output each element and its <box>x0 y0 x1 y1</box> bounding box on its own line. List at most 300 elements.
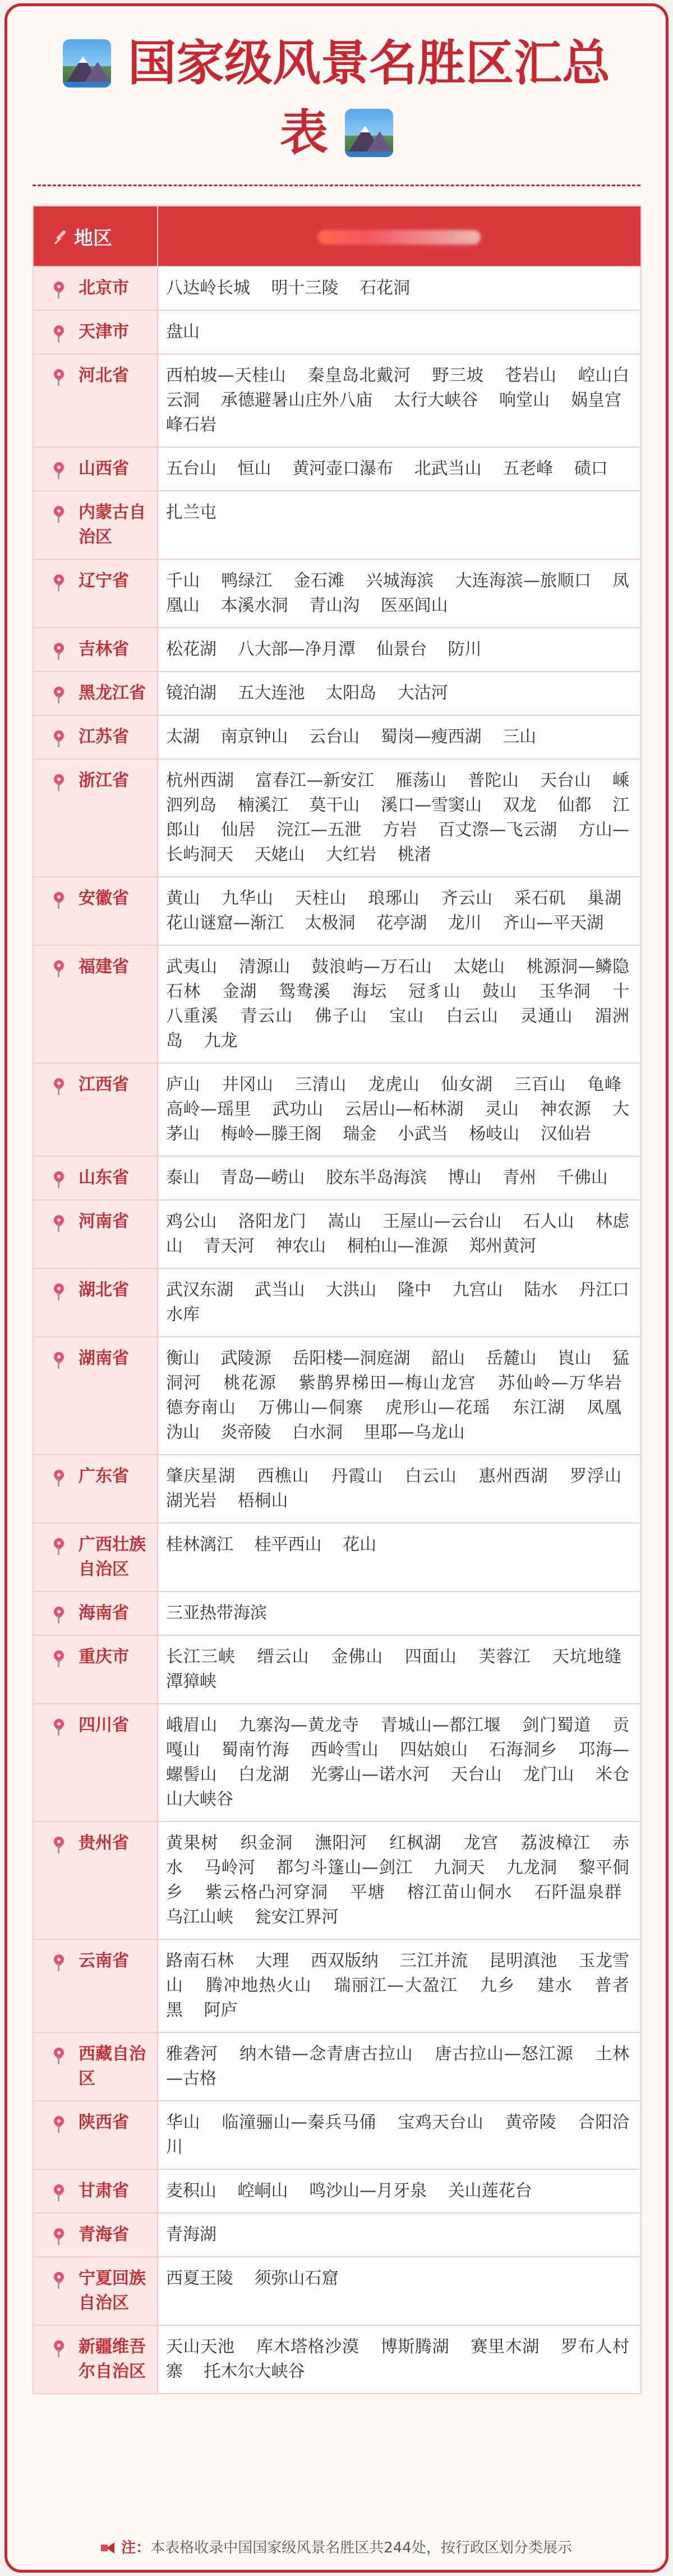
scenic-spot: 西岭雪山 <box>310 1740 379 1760</box>
scenic-spot: 西夏王陵 <box>166 2269 233 2288</box>
province-name: 湖南省 <box>79 1349 129 1368</box>
scenic-spot: 嵊泗列岛 <box>166 771 630 815</box>
province-cell <box>33 1455 158 1523</box>
scenic-spot: 兴城海滨 <box>366 571 434 591</box>
spots-cell <box>158 1337 641 1455</box>
scenic-spot: 金石滩 <box>293 571 345 591</box>
table-row <box>33 1591 641 1635</box>
header-region-label: 地区 <box>74 227 112 250</box>
scenic-spot: 麦积山 <box>166 2181 216 2201</box>
scenic-spot: 花山谜窟—渐江 <box>166 913 284 933</box>
scenic-spot: 九龙 <box>204 1031 238 1051</box>
scenic-spot: 赛里木湖 <box>471 2337 540 2357</box>
footnote <box>7 2536 666 2557</box>
scenic-spot: 八大部—净月潭 <box>237 640 356 659</box>
scenic-spot: 丹霞山 <box>331 1466 384 1486</box>
table-row <box>33 1200 641 1268</box>
scenic-spot: 洛阳龙门 <box>238 1212 307 1231</box>
scenic-spot: 剑门蜀道 <box>522 1715 591 1735</box>
province-cell <box>33 2032 158 2101</box>
scenic-spot: 大理 <box>255 1951 289 1971</box>
scenic-spot: 汉仙岩 <box>540 1124 591 1144</box>
scenic-spot: 马岭河 <box>204 1858 256 1878</box>
scenic-spot: 库木塔格沙漠 <box>256 2337 359 2357</box>
scenic-spot: 石海洞乡 <box>489 1740 557 1760</box>
table-row <box>33 2169 641 2213</box>
scenic-spot: 仙景台 <box>376 640 427 659</box>
scenic-spot: 梧桐山 <box>237 1491 288 1511</box>
scenic-spot: 溪口—雪窦山 <box>381 795 482 815</box>
province-name: 贵州省 <box>79 1833 129 1853</box>
scenic-spot: 清源山 <box>239 957 291 977</box>
scenic-spot: 韶山 <box>431 1349 465 1368</box>
scenic-spot: 双龙 <box>503 795 537 815</box>
scenic-spot: 本溪水洞 <box>220 596 288 615</box>
scenic-spot: 石花洞 <box>359 278 411 298</box>
scenic-spot: 九寨沟—黄龙寺 <box>239 1715 359 1735</box>
scenic-spot: 潕阳河 <box>315 1833 368 1853</box>
scenic-spot: 恒山 <box>237 459 271 479</box>
table-row <box>33 671 641 715</box>
map-pin-stem <box>58 969 59 977</box>
province-cell <box>33 2213 158 2257</box>
map-pin-stem <box>58 1728 59 1736</box>
spots-cell <box>158 559 641 628</box>
scenic-spot: 三百山 <box>514 1075 566 1094</box>
scenic-spot: 关山莲花台 <box>448 2181 532 2201</box>
scenic-spot: 北武当山 <box>414 459 482 479</box>
scenic-spot: 虎形山—花瑶 <box>385 1398 491 1418</box>
table-row <box>33 2213 641 2257</box>
scenic-spot: 梅岭—滕王阁 <box>220 1124 322 1144</box>
scenic-spot: 灵通山 <box>520 1006 573 1026</box>
scenic-spot: 响堂山 <box>499 390 550 410</box>
scenic-spot: 都匀斗篷山—剑江 <box>276 1858 413 1878</box>
scenic-spot: 仙都 <box>557 795 592 815</box>
province-name: 江苏省 <box>79 727 129 747</box>
scenic-spot: 鸣沙山—月牙泉 <box>309 2181 427 2201</box>
scenic-spot: 娲皇宫 <box>570 390 621 410</box>
scenic-spot: 青州 <box>503 1168 537 1188</box>
scenic-spot: 峰石岩 <box>166 415 216 435</box>
map-pin-stem <box>58 583 59 591</box>
scenic-spot: 金湖 <box>222 982 257 1001</box>
province-name: 内蒙古自治区 <box>79 503 146 547</box>
scenic-spot: 九华山 <box>222 889 274 908</box>
scenic-spot: 桐柏山—淮源 <box>347 1236 448 1256</box>
spots-cell <box>158 266 641 310</box>
page-title <box>7 29 666 168</box>
spots-cell <box>158 2169 641 2213</box>
scenic-spot: 井冈山 <box>222 1075 274 1094</box>
scenic-spot: 大沽河 <box>397 683 448 703</box>
scenic-spot: 湄洲岛 <box>166 1006 630 1051</box>
province-cell <box>33 2101 158 2169</box>
scenic-spot: 武夷山 <box>166 957 218 977</box>
scenic-spot: 大红岩 <box>326 845 377 864</box>
scenic-spot: 大连海滨—旅顺口 <box>455 571 592 591</box>
spots-cell <box>158 2101 641 2169</box>
scenic-spot: 九乡 <box>480 1976 515 1995</box>
scenic-spot: 华山 <box>166 2113 201 2132</box>
scenic-spot: 里耶—乌龙山 <box>363 1423 465 1442</box>
scenic-spot: 百丈漈—飞云湖 <box>438 820 557 840</box>
province-name: 宁夏回族自治区 <box>79 2269 146 2313</box>
scenic-spot: 白水洞 <box>292 1423 343 1442</box>
province-cell <box>33 1704 158 1821</box>
province-cell <box>33 559 158 628</box>
scenic-spot: 三清山 <box>294 1075 347 1094</box>
scenic-spot: 云居山—柘林湖 <box>344 1100 464 1119</box>
scenic-spot: 庐山 <box>166 1075 201 1094</box>
scenic-spot: 鸳鸯溪 <box>278 982 331 1001</box>
scenic-spot: 五老峰 <box>503 459 554 479</box>
scenic-spot: 五台山 <box>166 459 216 479</box>
province-name: 河北省 <box>79 366 129 385</box>
table-row <box>33 1939 641 2032</box>
table-row <box>33 2257 641 2325</box>
sparkle-icon <box>318 230 481 245</box>
scenic-spot: 博山 <box>448 1168 482 1188</box>
table-row <box>33 1063 641 1156</box>
spots-cell <box>158 1200 641 1268</box>
scenic-spot: 紫鹊界梯田—梅山龙宫 <box>298 1373 476 1393</box>
province-cell <box>33 877 158 945</box>
scenic-spot: 唐古拉山—怒江源 <box>435 2044 574 2064</box>
map-pin-stem <box>58 2057 59 2064</box>
scenic-spot: 龙虎山 <box>368 1075 420 1094</box>
province-name: 云南省 <box>79 1951 129 1971</box>
scenic-spot: 方山—长屿洞天 <box>166 820 630 864</box>
map-pin-stem <box>58 1659 59 1667</box>
scenic-spot: 桂林漓江 <box>166 1535 233 1554</box>
province-name: 浙江省 <box>79 771 129 790</box>
scenic-spot: 武汉东湖 <box>166 1280 234 1300</box>
province-name: 四川省 <box>79 1715 129 1735</box>
scenic-spot: 郑州黄河 <box>469 1236 537 1256</box>
scenic-spot: 杭州西湖 <box>166 771 234 790</box>
scenic-spot: 太湖 <box>166 727 200 747</box>
scenic-spot: 天姥山 <box>254 845 305 864</box>
scenic-spot: 明十三陵 <box>271 278 339 298</box>
map-pin-stem <box>58 334 59 342</box>
scenic-spot: 贡嘎山 <box>166 1715 629 1760</box>
scenic-spot: 青岛—崂山 <box>220 1168 305 1188</box>
map-pin-stem <box>58 1361 59 1369</box>
scenic-spot: 万佛山—侗寨 <box>258 1398 364 1418</box>
scenic-spot: 浣江—五泄 <box>276 820 362 840</box>
province-name: 吉林省 <box>79 640 129 659</box>
province-cell <box>33 266 158 310</box>
province-name: 广东省 <box>79 1466 129 1486</box>
scenic-spot: 玉龙雪山 <box>166 1951 630 1995</box>
table-row <box>33 2032 641 2101</box>
scenic-spot: 齐云山 <box>441 889 493 908</box>
scenic-spot: 四面山 <box>404 1647 457 1667</box>
scenic-spot: 九洞天 <box>434 1858 485 1878</box>
spots-cell <box>158 1156 641 1200</box>
scenic-spot: 长江三峡 <box>166 1647 236 1667</box>
scenic-spot: 纳木错—念青唐古拉山 <box>239 2044 413 2064</box>
scenic-spot: 黄山 <box>166 889 201 908</box>
scenic-spot: 王屋山—云台山 <box>382 1212 502 1231</box>
table-row <box>33 2325 641 2394</box>
spots-cell <box>158 2032 641 2101</box>
spots-cell <box>158 671 641 715</box>
province-cell <box>33 310 158 354</box>
map-pin-stem <box>58 652 59 660</box>
scenic-spot: 红枫湖 <box>389 1833 442 1853</box>
province-cell <box>33 2169 158 2213</box>
table-row <box>33 877 641 945</box>
map-pin-stem <box>58 515 59 523</box>
scenic-spot: 织金洞 <box>240 1833 293 1853</box>
mountain-lake-icon <box>63 39 111 88</box>
scenic-spot: 金佛山 <box>331 1647 384 1667</box>
scenic-spot: 太极洞 <box>305 913 356 933</box>
scenic-spot: 云台山 <box>309 727 360 747</box>
province-cell <box>33 491 158 559</box>
table-header-row <box>33 206 641 266</box>
scenic-spot: 仙女湖 <box>441 1075 493 1094</box>
scenic-spot: 承德避暑山庄外八庙 <box>220 390 373 410</box>
header-spots <box>158 206 641 266</box>
scenic-spot: 三亚热带海滨 <box>166 1603 267 1623</box>
scenic-spot: 富春江—新安江 <box>255 771 375 790</box>
scenic-spot: 蜀岗—瘦西湖 <box>380 727 482 747</box>
scenic-spot: 大茅山 <box>166 1100 630 1144</box>
title-line1: 国家级风景名胜区汇总 <box>127 35 610 91</box>
map-pin-stem <box>58 1180 59 1188</box>
province-name: 重庆市 <box>79 1647 129 1667</box>
scenic-spot: 林虑山 <box>166 1212 630 1256</box>
province-cell <box>33 1939 158 2032</box>
title-divider <box>33 185 640 186</box>
table-row <box>33 1635 641 1704</box>
scenic-spot: 十八重溪 <box>166 982 630 1026</box>
scenic-spot: 青山沟 <box>309 596 360 615</box>
scenic-spot: 武当山 <box>254 1280 305 1300</box>
scenic-spot: 凤凰 <box>587 1398 622 1418</box>
scenic-spot: 黄河壶口瀑布 <box>292 459 394 479</box>
scenic-spot: 路南石林 <box>166 1951 234 1971</box>
scenic-spot: 苍岩山 <box>505 366 557 385</box>
scenic-spot: 镜泊湖 <box>166 683 216 703</box>
province-name: 青海省 <box>79 2225 129 2244</box>
scenic-spot: 冠豸山 <box>408 982 461 1001</box>
scenic-spot: 桂平西山 <box>254 1535 322 1554</box>
scenic-spot: 花亭湖 <box>376 913 427 933</box>
table-row <box>33 447 641 491</box>
map-pin-stem <box>58 1479 59 1487</box>
scenic-spot: 神农源 <box>540 1100 592 1119</box>
spots-cell <box>158 310 641 354</box>
spots-cell <box>158 1063 641 1156</box>
scenic-spot: 花山 <box>343 1535 377 1554</box>
scenic-spot: 西柏坡—天桂山 <box>166 366 287 385</box>
map-pin-stem <box>58 291 59 298</box>
scenic-spot: 鸭绿江 <box>221 571 273 591</box>
scenic-spot: 白云山 <box>404 1466 457 1486</box>
scenic-spot: 鼓山 <box>482 982 518 1001</box>
province-name: 广西壮族自治区 <box>79 1535 146 1579</box>
scenic-spot: 榕江苗山侗水 <box>407 1883 513 1902</box>
scenic-spot: 灵山 <box>485 1100 519 1119</box>
table-row <box>33 628 641 671</box>
scenic-spot: 三江并流 <box>399 1951 468 1971</box>
map-pin-stem <box>58 901 59 909</box>
scenic-spot: 秦皇岛北戴河 <box>307 366 411 385</box>
scenic-spot: 野三坡 <box>432 366 484 385</box>
scenic-spot: 隆中 <box>398 1280 432 1300</box>
scenic-spot: 乌江山峡 <box>166 1907 233 1927</box>
province-cell <box>33 1591 158 1635</box>
table-row <box>33 1704 641 1821</box>
scenic-spot: 大洪山 <box>326 1280 377 1300</box>
province-cell <box>33 354 158 447</box>
scenic-spot: 鸡公山 <box>166 1212 217 1231</box>
scenic-spot: 青天河 <box>204 1236 255 1256</box>
scenic-spot: 普者黑 <box>166 1976 630 2020</box>
scenic-spot: 白龙湖 <box>238 1765 289 1784</box>
map-pin-stem <box>58 739 59 747</box>
scenic-spot: 西双版纳 <box>310 1951 379 1971</box>
scenic-spot: 湖光岩 <box>166 1491 216 1511</box>
province-cell <box>33 671 158 715</box>
scenic-spot: 缙云山 <box>257 1647 310 1667</box>
spots-cell <box>158 354 641 447</box>
province-cell <box>33 447 158 491</box>
scenic-spot: 苏仙岭—万华岩 <box>498 1373 622 1393</box>
table-row <box>33 759 641 877</box>
scenic-spot: 佛子山 <box>315 1006 368 1026</box>
scenic-spot: 岳阳楼—洞庭湖 <box>292 1349 411 1368</box>
map-pin-stem <box>58 471 59 479</box>
scenic-spot: 猛洞河 <box>166 1349 630 1393</box>
scenic-spot: 采石矶 <box>514 889 566 908</box>
scenic-spot: 千山 <box>166 571 200 591</box>
scenic-spot: 阿庐 <box>204 2000 238 2020</box>
scenic-spot: 石阡温泉群 <box>534 1883 622 1902</box>
province-cell <box>33 2257 158 2325</box>
scenic-spot: 紫云格凸河穿洞 <box>205 1883 329 1902</box>
province-name: 新疆维吾尔自治区 <box>79 2337 146 2381</box>
scenic-spot: 青云山 <box>240 1006 293 1026</box>
pushpin-icon <box>54 232 68 247</box>
province-cell <box>33 1523 158 1591</box>
scenic-spot: 玉华洞 <box>538 982 591 1001</box>
province-name: 山西省 <box>79 459 129 479</box>
megaphone-icon <box>101 2542 116 2554</box>
scenic-spot: 衡山 <box>166 1349 200 1368</box>
scenic-spot: 岳麓山 <box>486 1349 537 1368</box>
scenic-spot: 五大连池 <box>237 683 305 703</box>
spots-cell <box>158 2257 641 2325</box>
scenic-spot: 光雾山—诺水河 <box>310 1765 430 1784</box>
scenic-spot: 武功山 <box>272 1100 324 1119</box>
map-pin-stem <box>58 1087 59 1095</box>
scenic-spot: 西樵山 <box>257 1466 310 1486</box>
scenic-spot: 罗浮山 <box>570 1466 622 1486</box>
scenic-spot: 桃源洞—鳞隐石林 <box>166 957 630 1001</box>
scenic-spot: 黄果树 <box>166 1833 219 1853</box>
scenic-spot: 崀山 <box>557 1349 592 1368</box>
province-cell <box>33 759 158 877</box>
scenic-spot: 丹江口水库 <box>166 1280 630 1324</box>
map-pin-stem <box>58 2349 59 2357</box>
table-row <box>33 1523 641 1591</box>
scenic-spot: 天坑地缝 <box>552 1647 622 1667</box>
table-row <box>33 491 641 559</box>
scenic-spot: 建水 <box>537 1976 573 1995</box>
table-row <box>33 1821 641 1939</box>
spots-cell <box>158 1704 641 1821</box>
spots-cell <box>158 759 641 877</box>
spots-cell <box>158 2213 641 2257</box>
map-pin-stem <box>58 1292 59 1300</box>
table-row <box>33 310 641 354</box>
spots-cell <box>158 1455 641 1523</box>
scenic-spot: 天台山 <box>450 1765 502 1784</box>
spots-cell <box>158 945 641 1063</box>
spots-cell <box>158 491 641 559</box>
scenic-spot: 荔波樟江 <box>520 1833 591 1853</box>
scenic-spot: 海坛 <box>352 982 388 1001</box>
scenic-spot: 天山天池 <box>166 2337 235 2357</box>
province-name: 黑龙江省 <box>79 683 146 703</box>
province-name: 福建省 <box>79 957 129 977</box>
province-name: 辽宁省 <box>79 571 129 591</box>
scenic-spot: 德夯南山 <box>166 1398 237 1418</box>
scenic-area-table <box>33 205 642 2394</box>
scenic-spot: 博斯腾湖 <box>380 2337 450 2357</box>
scenic-spot: 鼓浪屿—万石山 <box>312 957 432 977</box>
scenic-spot: 芙蓉江 <box>478 1647 531 1667</box>
scenic-spot: 龟峰 <box>587 1075 621 1094</box>
spots-cell <box>158 1523 641 1591</box>
scenic-spot: 碛口 <box>574 459 608 479</box>
scenic-spot: 瑞金 <box>343 1124 377 1144</box>
province-name: 北京市 <box>79 278 129 298</box>
province-cell <box>33 1200 158 1268</box>
map-pin-stem <box>58 1846 59 1853</box>
scenic-spot: 龙宫 <box>463 1833 499 1853</box>
scenic-spot: 松花湖 <box>166 640 216 659</box>
scenic-spot: 高岭—瑶里 <box>166 1100 251 1119</box>
footnote-label: 注： <box>121 2540 151 2556</box>
province-cell <box>33 1821 158 1939</box>
spots-cell <box>158 1821 641 1939</box>
scenic-spot: 凤凰山 <box>166 571 630 615</box>
spots-cell <box>158 715 641 759</box>
scenic-spot: 南京钟山 <box>220 727 288 747</box>
scenic-spot: 楠溪江 <box>237 795 288 815</box>
scenic-spot: 三山 <box>503 727 537 747</box>
spots-cell <box>158 1591 641 1635</box>
map-pin-stem <box>58 2237 59 2245</box>
province-name: 山东省 <box>79 1168 129 1188</box>
scenic-spot: 太姥山 <box>453 957 505 977</box>
mountain-lake-icon <box>345 109 393 157</box>
province-name: 江西省 <box>79 1075 129 1094</box>
province-cell <box>33 1337 158 1455</box>
scenic-spot: 米仓山大峡谷 <box>166 1765 630 1809</box>
scenic-spot: 桃渚 <box>397 845 431 864</box>
scenic-spot: 宝山 <box>389 1006 425 1026</box>
scenic-spot: 太行大峡谷 <box>394 390 478 410</box>
scenic-spot: 天台山 <box>540 771 592 790</box>
scenic-spot: 医巫闾山 <box>380 596 448 615</box>
